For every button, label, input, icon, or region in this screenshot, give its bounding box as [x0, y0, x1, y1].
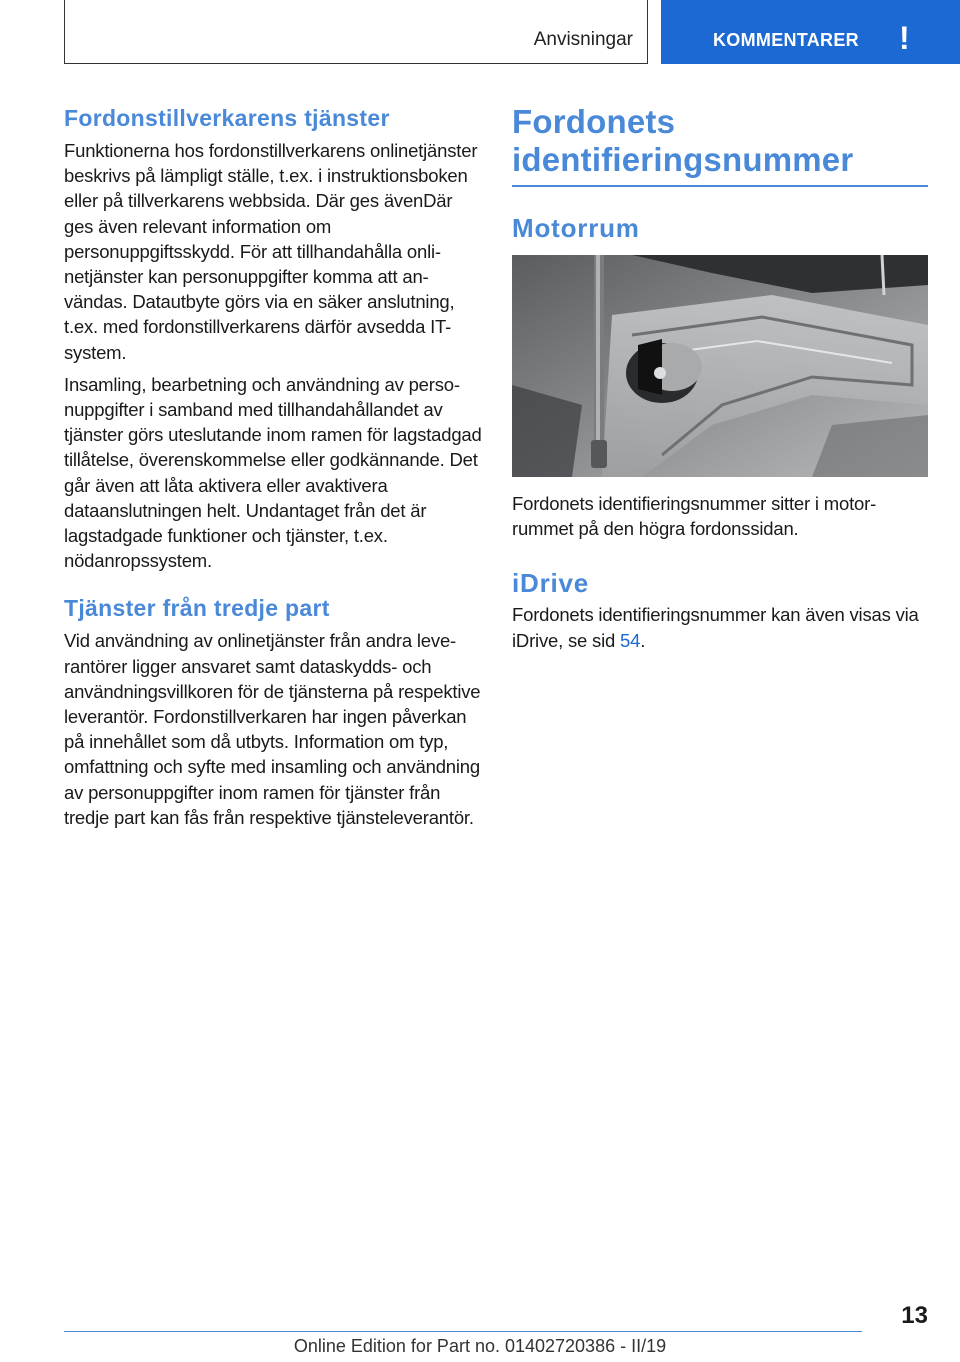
paragraph-third-party: Vid användning av onlinetjänster från andra leverantörer ligger ansvaret samt dataskydds- och användningsvillkoren för de tjänsterna på respektive leverantör. Fordonstillverkaren har ingen påverkan på innehållet som då utbyts. Information om typ, omfattning och syfte med insamling och användning av personuppgifter inom ramen för tjänster från tredje part kan fås från respektive tjänsteleverantör.: [64, 630, 481, 828]
idrive-text-end: .: [640, 629, 646, 651]
left-column: [64, 103, 484, 830]
header-frame: [64, 0, 648, 64]
edition-footer: Online Edition for Part no. 01402720386 - II/19: [293, 1336, 667, 1356]
heading-manufacturer-services: Fordonstillverkarens tjänster: [64, 105, 390, 131]
exclamation-icon: !: [899, 20, 910, 56]
idrive-text: Fordonets identifieringsnummer kan även visas via iDrive, se sid: [512, 604, 919, 651]
idrive-description: [512, 602, 928, 652]
engine-bay-photo: [512, 255, 928, 477]
right-column: [512, 103, 928, 653]
chapter-title: Fordonets identifieringsnummer: [512, 103, 928, 187]
footer-divider: [64, 1331, 862, 1332]
page-link-54[interactable]: 54: [620, 629, 641, 651]
comments-tab[interactable]: [661, 0, 960, 64]
paragraph-data-collection: Insamling, bearbetning och användning av personuppgifter i samband med tillhandahållandet av tjänster görs uteslutande inom ramen för lagstadgad tillåtelse, överenskommelse eller godkännande. Det går även att låta aktivera eller avaktivera dataanslutningen helt. Undantaget från det är lagstadgade funktioner och tjänster, t.ex. nödanropssystem.: [64, 373, 482, 572]
section-label: Anvisningar: [533, 29, 633, 50]
comments-tab-label: KOMMENTARER: [713, 30, 859, 50]
page-number: 13: [901, 1302, 928, 1329]
heading-third-party: Tjänster från tredje part: [64, 595, 330, 622]
paragraph-online-services: Funktionerna hos fordonstillverkarens onlinetjänster beskrivs på lämpligt ställe, t.ex. i instruktionsboken eller på tillverkarens webbsida. Där ges ävenDär ges även relevant information om personuppgiftsskydd. För att tillhandahålla onlinetjänster kan personuppgifter komma att användas. Datautbyte görs via en säker anslutning, t.ex. med fordonstillverkarens därför avsedda IT-system.: [64, 140, 478, 363]
heading-idrive: iDrive: [512, 568, 590, 599]
heading-engine-bay: Motorrum: [512, 213, 640, 243]
engine-bay-description: Fordonets identifieringsnummer sitter i motorrummet på den högra fordonssidan.: [512, 493, 877, 540]
